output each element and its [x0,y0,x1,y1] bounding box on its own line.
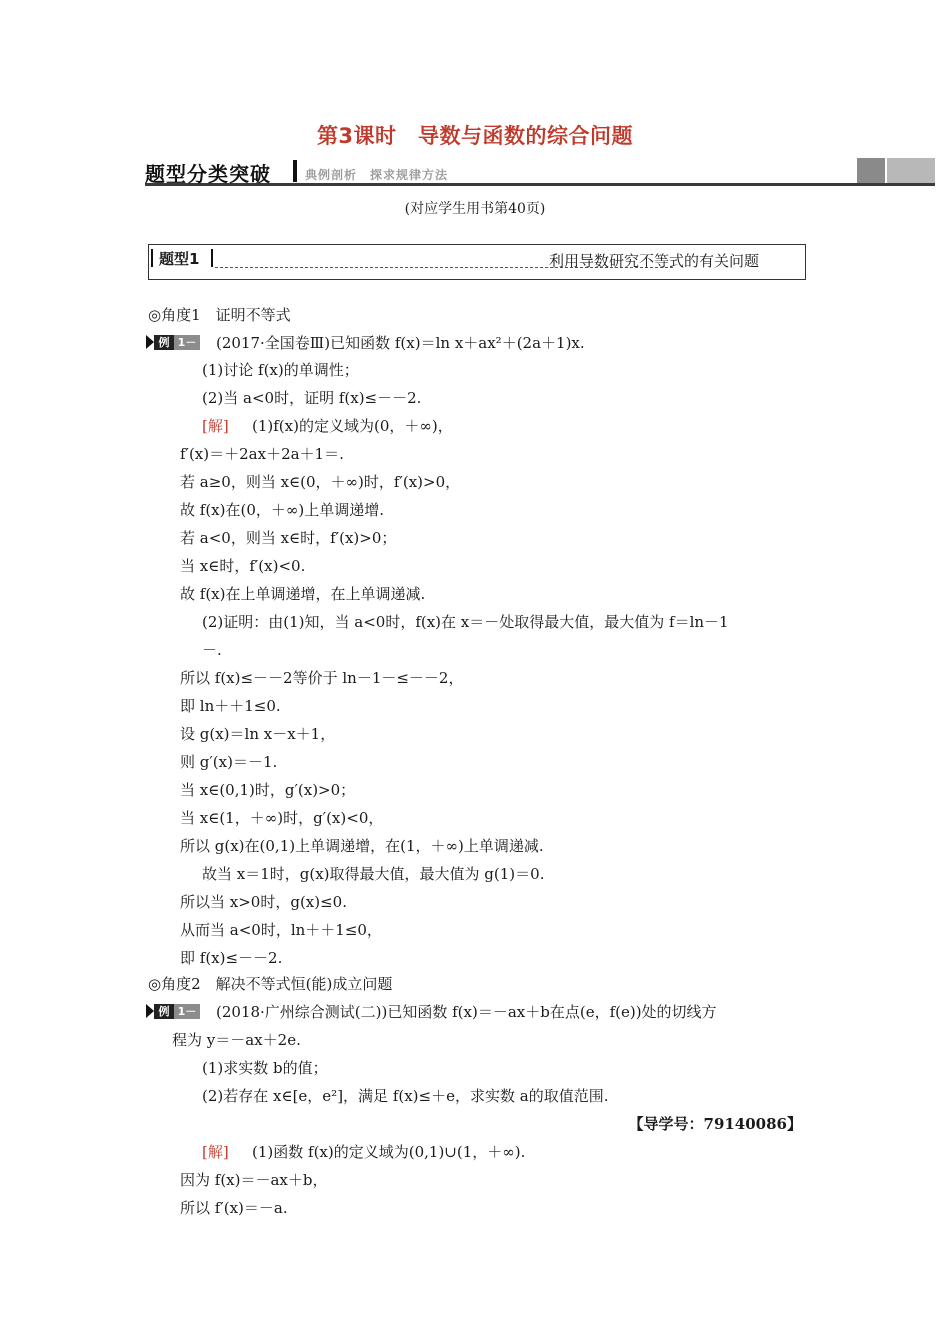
type-label: 题型1 [159,250,200,268]
solution-tag-2: [解] [202,1143,229,1161]
banner-divider [293,160,297,182]
solution-line: 因为 f(x)＝－ax＋b， [180,1171,328,1189]
example-tag-1 [146,335,200,364]
solution-line: 若 a<0，则当 x∈时，f′(x)>0； [180,529,397,547]
solution-line: 所以当 x>0时，g(x)≤0. [180,893,347,911]
solution-line: 即 f(x)≤－－2. [180,949,283,967]
banner-block-dark [857,158,885,183]
solution-line: 设 g(x)＝ln x－x＋1， [180,725,336,743]
tag-arrow [146,335,154,349]
book-reference: (对应学生用书第40页) [404,201,546,217]
guide-number: 【导学号：79140086】 [628,1115,802,1133]
tag-arrow [146,1004,154,1018]
example-2-stem-cont: 程为 y＝－ax＋2e. [172,1031,301,1049]
example-2-stem: (2018·广州综合测试(二))已知函数 f(x)＝－ax＋b在点(e，f(e))处的切线方 [216,1003,717,1021]
example-1-question-1: (1)讨论 f(x)的单调性； [202,361,359,379]
solution-line: (2)证明：由(1)知，当 a<0时，f(x)在 x＝－处取得最大值，最大值为 f＝ln－1 [202,613,729,631]
banner-title: 题型分类突破 [145,162,271,186]
type-topic: 利用导数研究不等式的有关问题 [549,252,760,270]
page-title: 第3课时 导数与函数的综合问题 [316,124,634,148]
solution-line: 当 x∈(1，＋∞)时，g′(x)<0， [180,809,384,827]
tag-label: 例 [154,335,174,350]
example-tag-2 [146,1004,200,1033]
solution-line: 故 f(x)在上单调递增，在上单调递减. [180,585,426,603]
solution-tag-1: [解] [202,417,229,435]
example-2-question-1: (1)求实数 b的值； [202,1059,328,1077]
solution-line: 若 a≥0，则当 x∈(0，＋∞)时，f′(x)>0， [180,473,461,491]
solution-line: －. [202,641,222,659]
solution-line: 当 x∈(0,1)时，g′(x)>0； [180,781,356,799]
tag-number: 1－1 [174,335,200,350]
section-banner [145,158,935,186]
solution-line: (1)函数 f(x)的定义域为(0,1)∪(1，＋∞). [252,1143,526,1161]
example-1-stem: (2017·全国卷Ⅲ)已知函数 f(x)＝ln x＋ax²＋(2a＋1)x. [216,334,585,352]
solution-line: f′(x)＝＋2ax＋2a＋1＝. [180,445,344,463]
example-1-question-2: (2)当 a<0时，证明 f(x)≤－－2. [202,389,422,407]
solution-line: 所以 f(x)≤－－2等价于 ln－1－≤－－2， [180,669,464,687]
solution-line: 即 ln＋＋1≤0. [180,697,281,715]
solution-line: 故 f(x)在(0，＋∞)上单调递增. [180,501,384,519]
tag-number: 1－2 [174,1004,200,1019]
solution-line: 所以 g(x)在(0,1)上单调递增，在(1，＋∞)上单调递减. [180,837,544,855]
banner-subtitle: 典例剖析 探求规律方法 [305,168,449,182]
angle-1-heading: ◎角度1 证明不等式 [148,306,291,324]
banner-block-light [887,158,935,183]
type-box [148,244,806,280]
example-2-question-2: (2)若存在 x∈[e，e²]，满足 f(x)≤＋e，求实数 a的取值范围. [202,1087,609,1105]
solution-line: 从而当 a<0时，ln＋＋1≤0， [180,921,382,939]
tag-label: 例 [154,1004,174,1019]
solution-line: 故当 x＝1时，g(x)取得最大值，最大值为 g(1)＝0. [202,865,545,883]
solution-line: 所以 f′(x)＝－a. [180,1199,288,1217]
type-label-bracket-right [211,249,213,267]
solution-line: 则 g′(x)＝－1. [180,753,278,771]
solution-line: 当 x∈时，f′(x)<0. [180,557,306,575]
solution-line: (1)f(x)的定义域为(0，＋∞)， [252,417,453,435]
angle-2-heading: ◎角度2 解决不等式恒(能)成立问题 [148,975,393,993]
